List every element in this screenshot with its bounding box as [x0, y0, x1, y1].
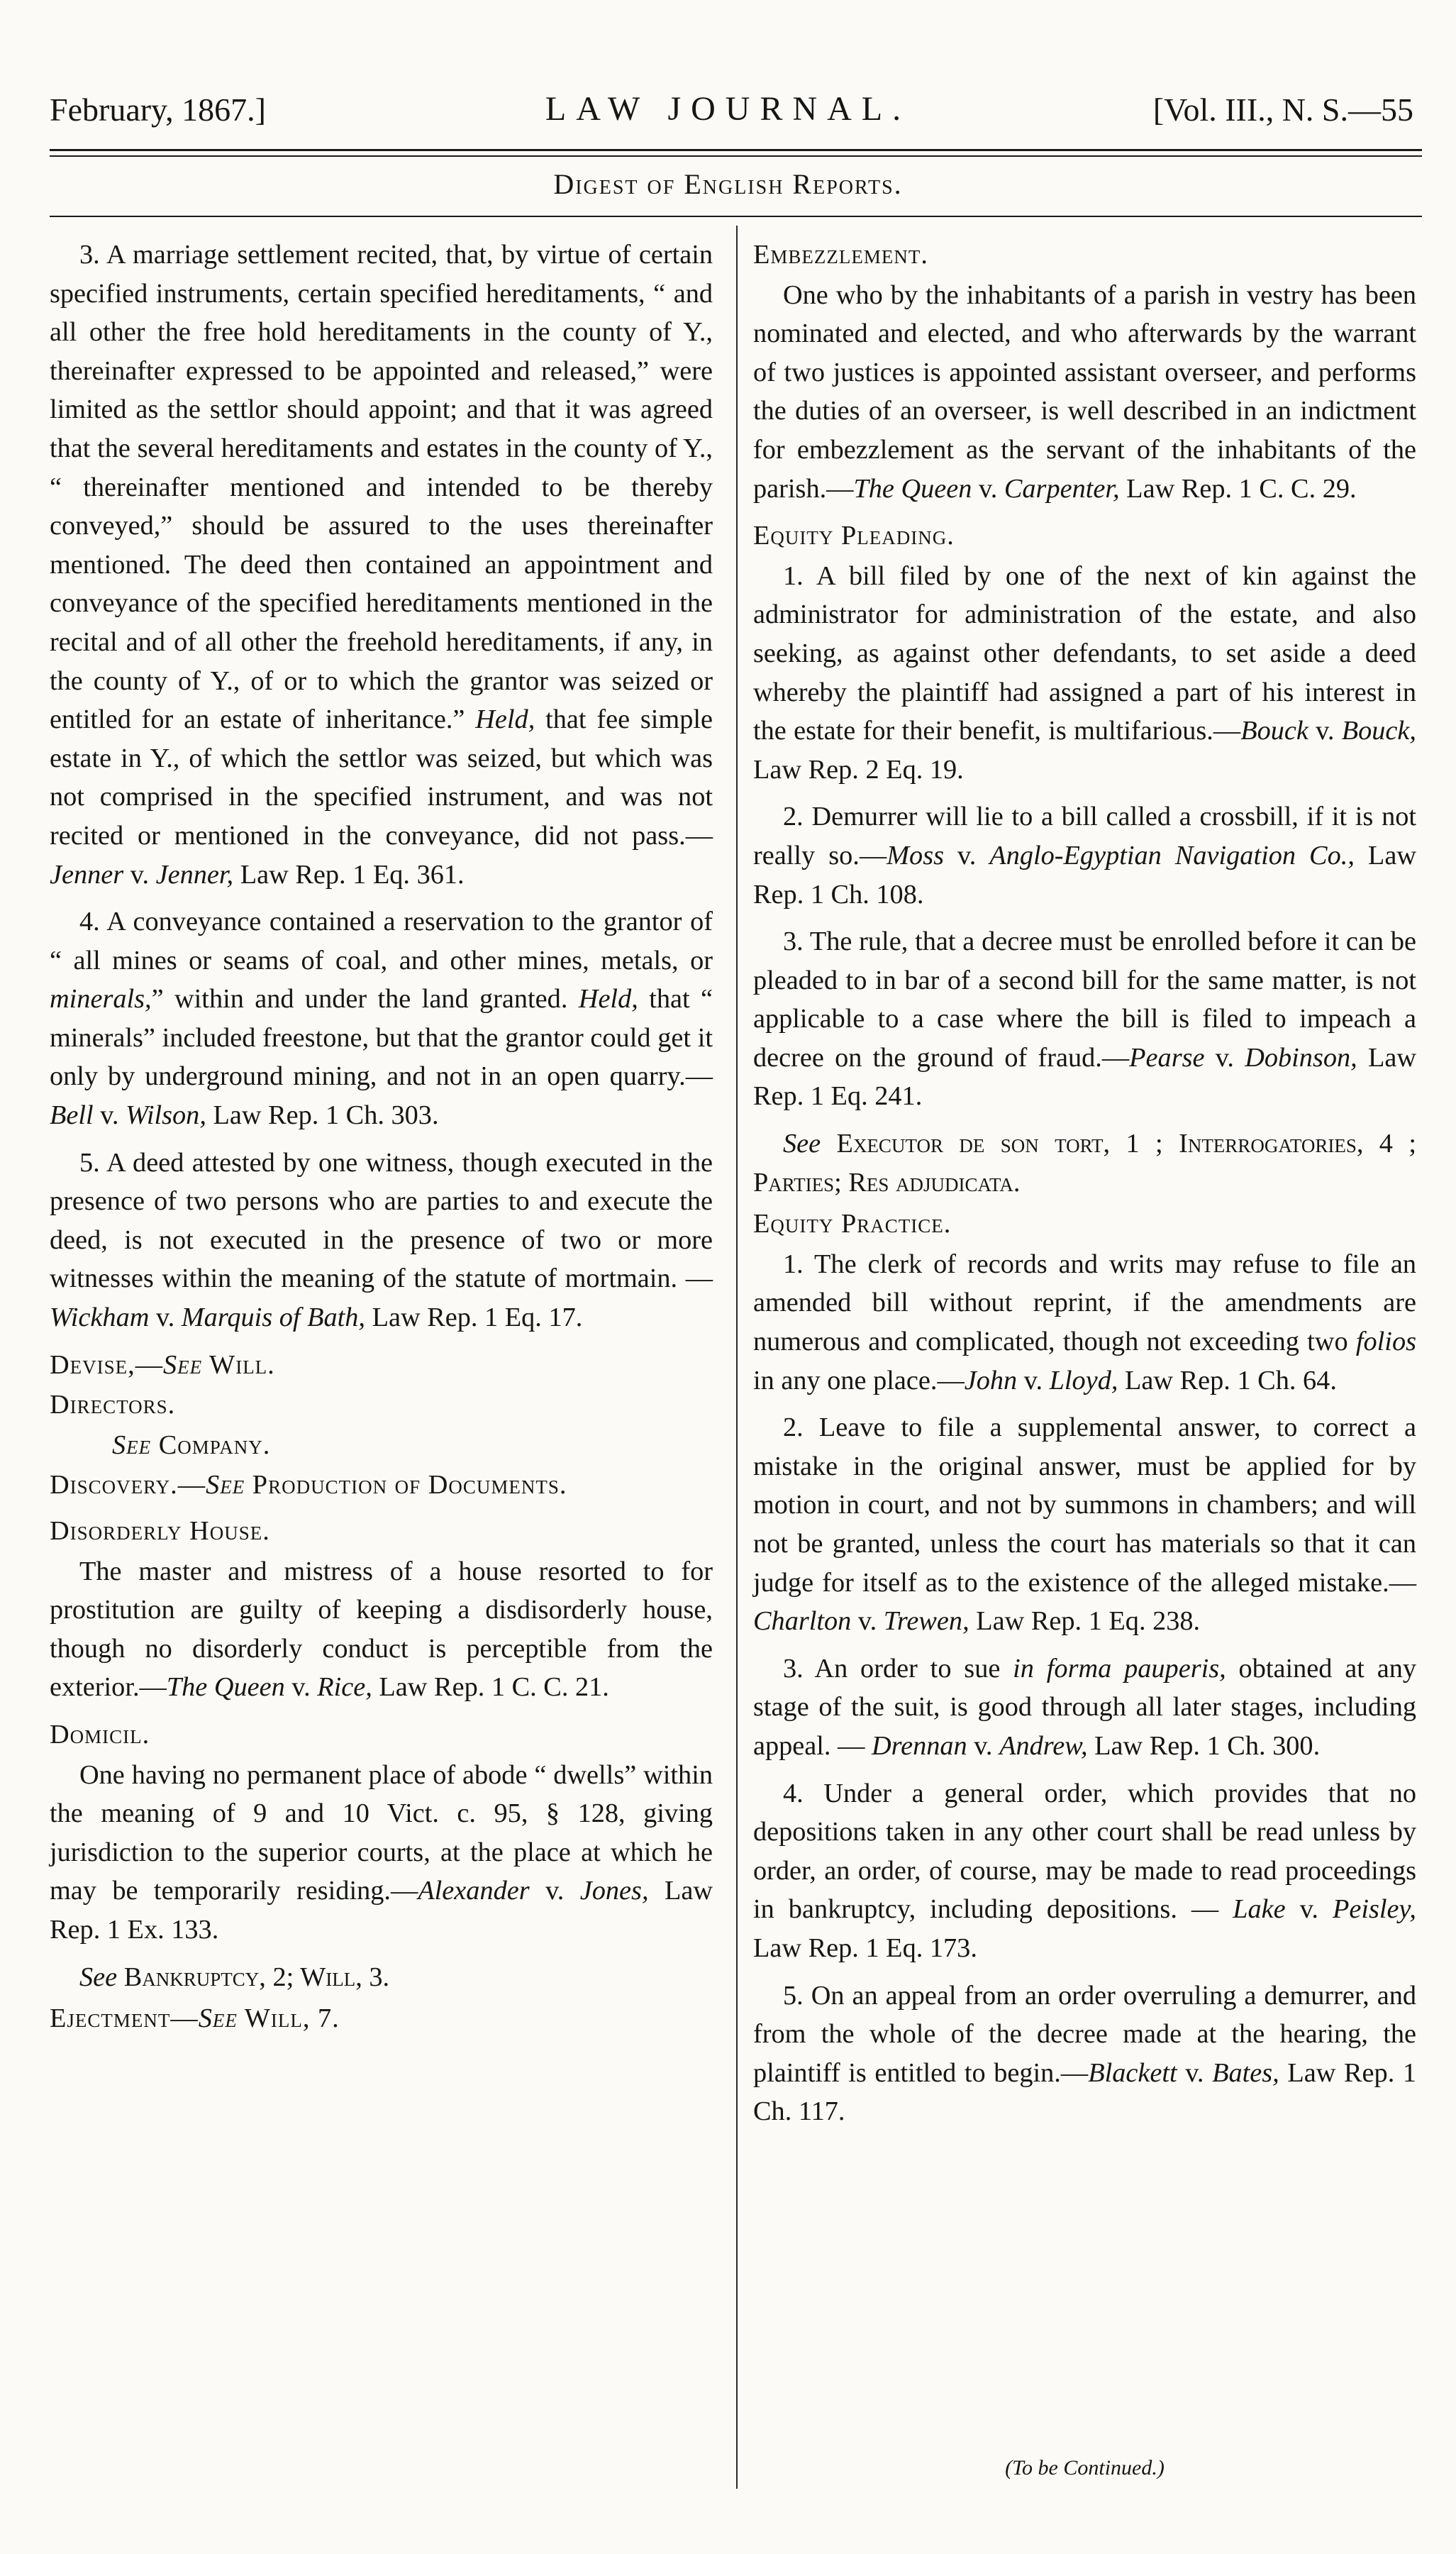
digest-entry-disorderly-house	[50, 1552, 713, 1707]
header-volume: [Vol. III., N. S.—55	[1152, 92, 1413, 128]
heading-ejectment	[50, 1999, 713, 2038]
versus: v.	[851, 1606, 884, 1637]
see-label: See	[112, 1430, 152, 1460]
case-name: Moss	[887, 840, 944, 870]
citation: Law Rep. 1 Ch. 303.	[206, 1100, 439, 1131]
case-name: Jones,	[579, 1876, 649, 1906]
case-name: Rice,	[317, 1672, 372, 1703]
digest-entry-decree	[753, 922, 1416, 1116]
see-reference-directors	[50, 1426, 713, 1465]
see-reference-domicil	[50, 1958, 713, 1997]
header-rule-thick	[50, 149, 1422, 151]
case-name: The Queen	[166, 1672, 285, 1703]
emphasis: in forma pauperis,	[1013, 1653, 1226, 1684]
citation: Law Rep. 1 Ch. 108.	[753, 840, 1416, 910]
citation: Law Rep. 1 C. C. 29.	[1119, 473, 1357, 504]
case-name: Bell	[50, 1100, 94, 1131]
case-name: Lake	[1233, 1894, 1286, 1925]
versus: v.	[1017, 1365, 1050, 1395]
held-label: Held,	[578, 984, 638, 1015]
entry-text: 5. A deed attested by one witness, though executed in the presence of two persons who are parties to and execute the deed, is not executed in the presence of two or more witnesses within the meaning of the statute of mortmain. —	[50, 1147, 713, 1294]
heading-devise	[50, 1346, 713, 1385]
digest-entry-supplemental-answer	[753, 1408, 1416, 1641]
versus: v.	[284, 1672, 318, 1703]
case-name: Dobinson,	[1245, 1042, 1357, 1073]
emphasis: minerals,	[50, 984, 152, 1015]
versus: v.	[529, 1876, 580, 1906]
cross-reference: Will, 7.	[237, 2003, 340, 2034]
entry-text: in any one place.—	[753, 1365, 965, 1395]
digest-entry-demurrer	[753, 797, 1416, 914]
header-title: LAW JOURNAL.	[545, 90, 911, 128]
versus: v.	[1308, 716, 1342, 746]
digest-entry-forma-pauperis	[753, 1649, 1416, 1766]
digest-entry-amended-bill	[753, 1245, 1416, 1400]
left-column	[50, 236, 713, 2040]
case-name: Marquis of Bath,	[181, 1303, 365, 1333]
citation: Law Rep. 1 Ch. 117.	[753, 2057, 1417, 2127]
citation: Law Rep. 1 Eq. 173.	[753, 1933, 977, 1963]
heading-domicil: Domicil.	[50, 1719, 150, 1749]
entry-text: 2. Demurrer will lie to a bill called a crossbill, if it is not really so.—	[753, 802, 1416, 870]
entry-text: 4. A conveyance contained a reservation to the grantor of “ all mines or seams of coal, and other mines, metals, or	[50, 907, 713, 975]
digest-entry-multifarious	[753, 557, 1416, 790]
entry-text: 1. A bill filed by one of the next of kin against the administrator for administration of the estate, and also seeking, as against other defendants, to set aside a deed whereby the plaintiff had assigned a part of his interest in the estate for their benefit, is multifarious.—	[753, 560, 1416, 746]
case-name: Pearse	[1129, 1042, 1205, 1073]
entry-text: 3. An order to sue	[783, 1653, 1013, 1684]
entry-text: 1. The clerk of records and writs may refuse to file an amended bill without reprint, if the amendments are numerous and complicated, though not exceeding two	[753, 1249, 1416, 1357]
case-name: John	[964, 1365, 1018, 1395]
case-name: Andrew,	[999, 1730, 1088, 1761]
cross-reference: Executor de son tort, 1 ; Interrogatories, 4 ; Parties; Res adjudicata.	[753, 1129, 1416, 1198]
heading-discovery	[50, 1466, 713, 1505]
digest-entry-domicil	[50, 1756, 713, 1950]
case-name: Alexander	[418, 1876, 530, 1906]
digest-entry-minerals	[50, 902, 713, 1135]
digest-entry-embezzlement	[753, 276, 1416, 509]
entry-text: 4. Under a general order, which provides that no depositions taken in any other court shall be read unless by order, an order, of course, may be made to read proceedings in bankruptcy, including depositions. —	[753, 1778, 1416, 1925]
emphasis: folios	[1355, 1327, 1416, 1357]
entry-text: obtained at any stage of the suit, is good through all later stages, including appeal. —	[753, 1653, 1416, 1761]
case-name: The Queen	[853, 473, 972, 504]
held-label: Held,	[475, 704, 535, 735]
heading-text: Ejectment—	[50, 2003, 199, 2034]
citation: Law Rep. 1 Eq. 361.	[233, 859, 465, 890]
see-label: See	[783, 1129, 821, 1159]
entry-text: ” within and under the land granted.	[151, 984, 579, 1015]
entry-text: 3. The rule, that a decree must be enrolled before it can be pleaded to in bar of a second bill for the same matter, is not applicable to a case where the bill is filed to impeach a decree on the ground of fraud.—	[753, 927, 1416, 1073]
digest-entry-marriage-settlement	[50, 236, 713, 894]
see-reference-pleading	[753, 1124, 1416, 1202]
versus: v.	[123, 859, 156, 890]
citation: Law Rep. 1 Eq. 241.	[753, 1042, 1417, 1112]
versus: v.	[967, 1730, 1000, 1761]
entry-text: The master and mistress of a house resorted to for prostitution are guilty of keeping a disdisorderly house, though no disorderly conduct is perceptible from the exterior.—	[50, 1556, 713, 1703]
subtitle-rule	[50, 216, 1422, 217]
see-label: See	[206, 1470, 245, 1500]
see-label: See	[198, 2003, 238, 2034]
case-name: Wilson,	[126, 1100, 206, 1131]
entry-text: 3. A marriage settlement recited, that, by virtue of certain specified instruments, certain specified hereditaments, “ and all other the free hold hereditaments in the county of Y., thereinafter expressed to be appointed and released,” were limited as the settlor should appoint; and that it was agreed that the several hereditaments and estates in the county of Y., “ thereinafter mentioned and intended to be thereby conveyed,” should be assured to the uses thereinafter mentioned. The deed then contained an appointment and conveyance of the specified hereditaments mentioned in the recital and of all other the freehold hereditaments, if any, in the county of Y., of or to which the grantor was seized or entitled for an estate of inheritance.”	[50, 240, 713, 735]
case-name: Bouck,	[1341, 716, 1416, 746]
header-rule-thin	[50, 155, 1422, 157]
case-name: Bates,	[1212, 2057, 1279, 2088]
versus: v.	[93, 1100, 126, 1131]
entry-text: that “ minerals” included freestone, but that the grantor could get it only by underground mining, and not in an open quarry.—	[50, 984, 713, 1092]
case-name: Bouck	[1240, 716, 1308, 746]
versus: v.	[1285, 1894, 1333, 1925]
entry-text: 2. Leave to file a supplemental answer, to correct a mistake in the original answer, must be applied for by motion in court, and not by summons in chambers; and will not be granted, unless the court has materials so that it can judge for itself as to the existence of the alleged mistake.—	[753, 1413, 1416, 1598]
citation: Law Rep. 1 Ex. 133.	[50, 1876, 713, 1945]
versus: v.	[1204, 1042, 1245, 1073]
versus: v.	[972, 473, 1004, 504]
case-name: Lloyd,	[1049, 1365, 1118, 1395]
entry-text: 5. On an appeal from an order overruling a demurrer, and from the whole of the decree made at the hearing, the plaintiff is entitled to begin.—	[753, 1980, 1416, 2088]
versus: v.	[149, 1303, 182, 1333]
cross-reference: Bankruptcy, 2; Will, 3.	[117, 1962, 390, 1992]
heading-directors: Directors.	[50, 1390, 176, 1420]
case-name: Jenner,	[155, 859, 234, 890]
case-name: Peisley,	[1332, 1894, 1416, 1925]
heading-text: Devise,—	[50, 1349, 164, 1380]
versus: v.	[944, 840, 990, 870]
cross-reference: Will.	[202, 1349, 275, 1380]
case-name: Drennan	[871, 1730, 967, 1761]
header-date: February, 1867.]	[50, 92, 266, 128]
heading-equity-pleading: Equity Pleading.	[753, 521, 955, 551]
case-name: Trewen,	[883, 1606, 969, 1637]
versus: v.	[1177, 2057, 1213, 2088]
see-label: See	[79, 1962, 118, 1992]
digest-entry-depositions	[753, 1774, 1416, 1968]
entry-text: that fee simple estate in Y., of which the settlor was seized, but which was not comprised in the specified instrument, and was not recited or mentioned in the conveyance, did not pass.—	[50, 704, 713, 851]
citation: Law Rep. 2 Eq. 19.	[753, 754, 964, 785]
right-column	[753, 236, 1416, 2140]
section-title: Digest of English Reports.	[553, 168, 903, 200]
column-divider	[736, 226, 738, 2489]
entry-text: One having no permanent place of abode “ dwells” within the meaning of 9 and 10 Vict. c. 95, § 128, giving jurisdiction to the superior courts, at the place at which he may be temporarily residing.—	[50, 1759, 713, 1906]
case-name: Anglo-Egyptian Navigation Co.,	[989, 840, 1355, 870]
cross-reference: Production of Documents.	[245, 1470, 567, 1500]
case-name: Jenner	[50, 859, 124, 890]
heading-embezzlement: Embezzlement.	[753, 240, 928, 270]
digest-entry-mortmain	[50, 1144, 713, 1337]
citation: Law Rep. 1 Ch. 300.	[1087, 1730, 1321, 1761]
heading-disorderly-house: Disorderly House.	[50, 1516, 270, 1546]
citation: Law Rep. 1 Eq. 17.	[365, 1303, 583, 1333]
cross-reference: Company.	[151, 1430, 271, 1460]
digest-entry-appeal	[753, 1977, 1416, 2131]
case-name: Wickham	[50, 1303, 150, 1333]
case-name: Charlton	[753, 1606, 852, 1637]
citation: Law Rep. 1 Eq. 238.	[969, 1606, 1201, 1637]
heading-equity-practice: Equity Practice.	[753, 1209, 952, 1239]
citation: Law Rep. 1 C. C. 21.	[372, 1672, 609, 1703]
see-label: See	[163, 1349, 203, 1380]
continued-note: (To be Continued.)	[1005, 2456, 1165, 2480]
case-name: Carpenter,	[1004, 473, 1120, 504]
case-name: Blackett	[1088, 2057, 1177, 2088]
entry-text: One who by the inhabitants of a parish in vestry has been nominated and elected, and who afterwards by the warrant of two justices is appointed assistant overseer, and performs the duties of an overseer, is well described in an indictment for embezzlement as the servant of the inhabitants of the parish.—	[753, 280, 1416, 504]
heading-text: Discovery.—	[50, 1470, 206, 1500]
citation: Law Rep. 1 Ch. 64.	[1118, 1365, 1337, 1395]
